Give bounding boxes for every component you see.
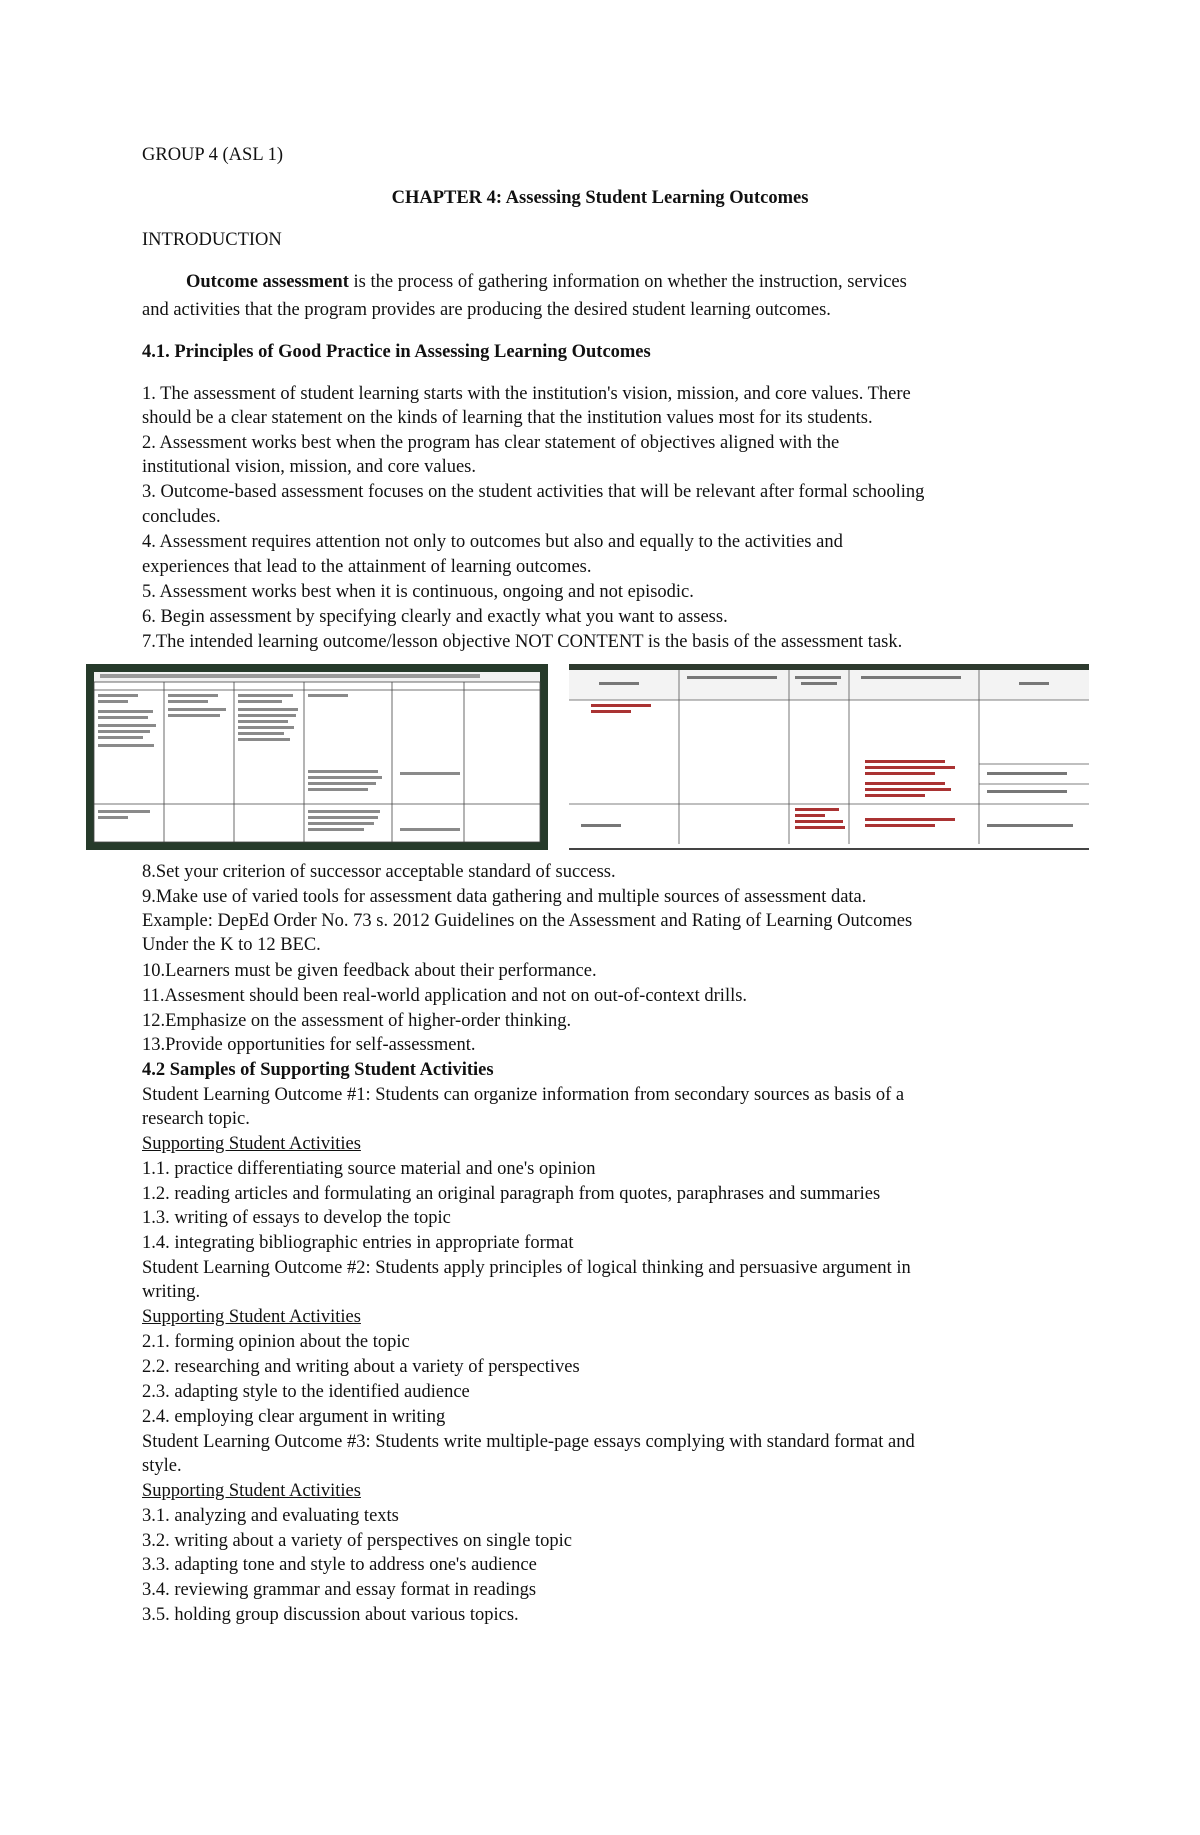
supporting-activities-label: Supporting Student Activities xyxy=(142,1307,361,1327)
principle-line: 10.Learners must be given feedback about their performance. xyxy=(142,961,597,981)
activity-line: 2.2. researching and writing about a variety of perspectives xyxy=(142,1357,580,1377)
principle-line: 3. Outcome-based assessment focuses on the student activities that will be relevant after formal schooling xyxy=(142,482,925,502)
intro-rest: is the process of gathering information on whether the instruction, services xyxy=(348,272,907,292)
table-image-right-graphic xyxy=(569,664,1089,856)
principle-line: 13.Provide opportunities for self-assessment. xyxy=(142,1035,476,1055)
principle-line: 12.Emphasize on the assessment of higher-order thinking. xyxy=(142,1011,572,1031)
outcome-2-line: writing. xyxy=(142,1282,201,1302)
activity-line: 3.3. adapting tone and style to address one's audience xyxy=(142,1555,537,1575)
outcome-2-line: Student Learning Outcome #2: Students apply principles of logical thinking and persuasive argument in xyxy=(142,1258,911,1278)
principle-line: 6. Begin assessment by specifying clearly and exactly what you want to assess. xyxy=(142,607,728,627)
principle-line: Example: DepEd Order No. 73 s. 2012 Guidelines on the Assessment and Rating of Learning Outcomes xyxy=(142,911,913,931)
outcome-1-line: research topic. xyxy=(142,1109,250,1129)
principle-line: concludes. xyxy=(142,507,221,527)
activity-line: 2.3. adapting style to the identified audience xyxy=(142,1382,470,1402)
group-label: GROUP 4 (ASL 1) xyxy=(142,145,283,165)
samples-heading: 4.2 Samples of Supporting Student Activities xyxy=(142,1060,494,1080)
principles-heading: 4.1. Principles of Good Practice in Assessing Learning Outcomes xyxy=(142,342,651,362)
principle-line: 9.Make use of varied tools for assessment data gathering and multiple sources of assessment data. xyxy=(142,887,867,907)
activity-line: 2.1. forming opinion about the topic xyxy=(142,1332,410,1352)
supporting-activities-label: Supporting Student Activities xyxy=(142,1134,361,1154)
activity-line: 2.4. employing clear argument in writing xyxy=(142,1407,446,1427)
principle-line: institutional vision, mission, and core values. xyxy=(142,457,476,477)
embedded-table-image-left xyxy=(86,664,548,850)
activity-line: 1.3. writing of essays to develop the topic xyxy=(142,1208,451,1228)
principle-line: should be a clear statement on the kinds of learning that the institution values most for its students. xyxy=(142,408,873,428)
intro-paragraph-line2: and activities that the program provides are producing the desired student learning outcomes. xyxy=(142,300,831,320)
table-image-left-graphic xyxy=(86,664,548,850)
embedded-table-image-right xyxy=(569,664,1089,856)
principle-line: 8.Set your criterion of successor acceptable standard of success. xyxy=(142,862,616,882)
activity-line: 3.2. writing about a variety of perspectives on single topic xyxy=(142,1531,573,1551)
activity-line: 1.1. practice differentiating source material and one's opinion xyxy=(142,1159,596,1179)
principle-line: experiences that lead to the attainment of learning outcomes. xyxy=(142,557,592,577)
outcome-1-line: Student Learning Outcome #1: Students can organize information from secondary sources as basis of a xyxy=(142,1085,905,1105)
principle-line: 7.The intended learning outcome/lesson objective NOT CONTENT is the basis of the assessment task. xyxy=(142,632,903,652)
principle-line: 2. Assessment works best when the program has clear statement of objectives aligned with the xyxy=(142,433,840,453)
activity-line: 3.4. reviewing grammar and essay format in readings xyxy=(142,1580,537,1600)
outcome-3-line: Student Learning Outcome #3: Students write multiple-page essays complying with standard format and xyxy=(142,1432,915,1452)
activity-line: 3.5. holding group discussion about various topics. xyxy=(142,1605,519,1625)
intro-term: Outcome assessment xyxy=(186,272,349,292)
principle-line: 11.Assesment should been real-world application and not on out-of-context drills. xyxy=(142,986,748,1006)
outcome-3-line: style. xyxy=(142,1456,182,1476)
principle-line: 5. Assessment works best when it is continuous, ongoing and not episodic. xyxy=(142,582,694,602)
activity-line: 1.2. reading articles and formulating an original paragraph from quotes, paraphrases and summaries xyxy=(142,1184,881,1204)
principle-line: Under the K to 12 BEC. xyxy=(142,935,321,955)
chapter-title: CHAPTER 4: Assessing Student Learning Outcomes xyxy=(391,188,809,208)
introduction-heading: INTRODUCTION xyxy=(142,230,282,250)
activity-line: 1.4. integrating bibliographic entries in appropriate format xyxy=(142,1233,574,1253)
supporting-activities-label: Supporting Student Activities xyxy=(142,1481,361,1501)
activity-line: 3.1. analyzing and evaluating texts xyxy=(142,1506,399,1526)
principle-line: 1. The assessment of student learning starts with the institution's vision, mission, and core values. There xyxy=(142,384,911,404)
intro-paragraph-line1 xyxy=(186,270,907,294)
principle-line: 4. Assessment requires attention not only to outcomes but also and equally to the activities and xyxy=(142,532,843,552)
